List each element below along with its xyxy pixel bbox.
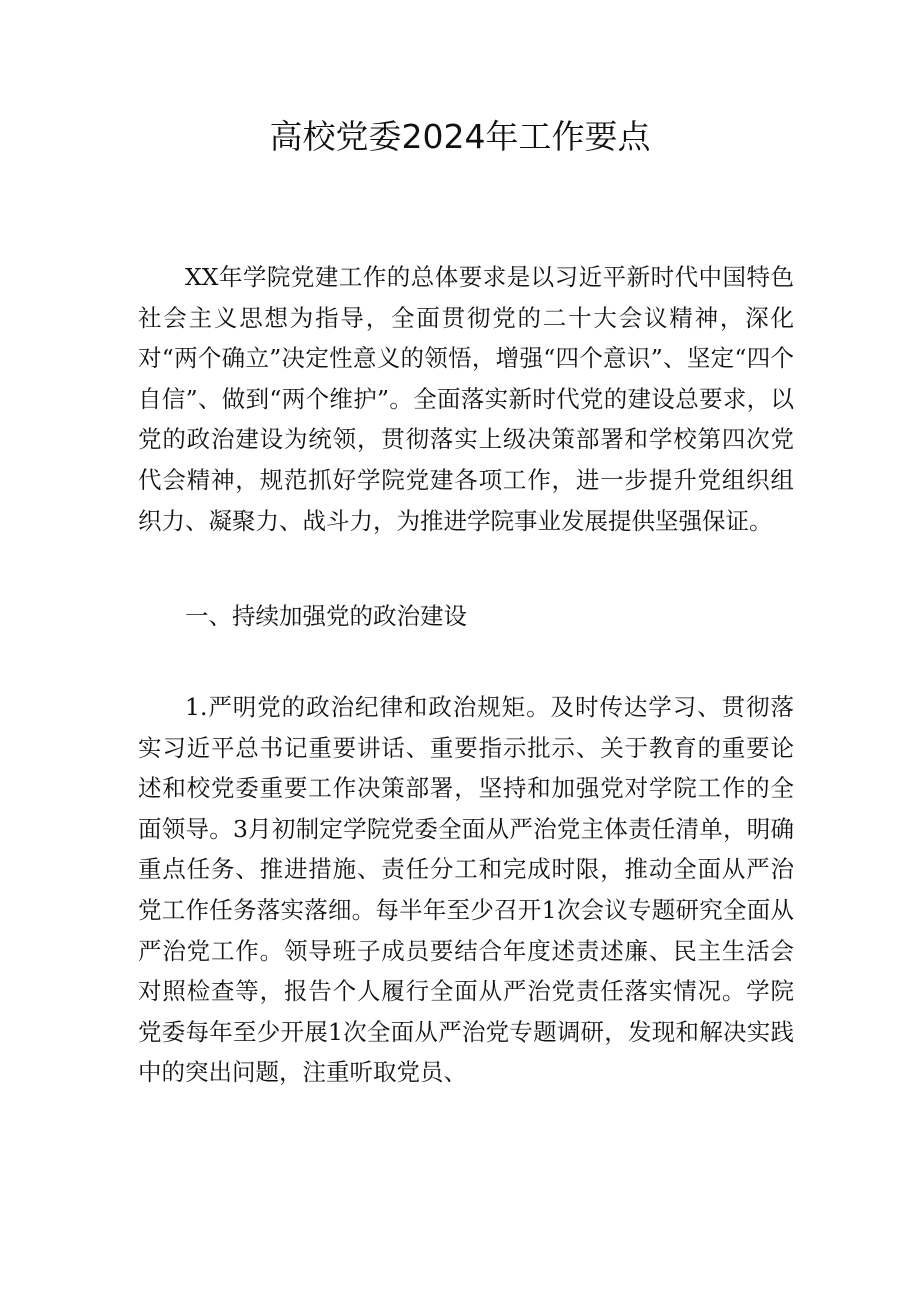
- document-title: 高校党委2024年工作要点: [269, 117, 651, 156]
- section-item-paragraph: 1.严明党的政治纪律和政治规矩。及时传达学习、贯彻落实习近平总书记重要讲话、重要指示批示、关于教育的重要论述和校党委重要工作决策部署，坚持和加强党对学院工作的全面领导。3月初制定学院党委全面从严治党主体责任清单，明确重点任务、推进措施、责任分工和完成时限，推动全面从严治党工作任务落实落细。每半年至少召开1次会议专题研究全面从严治党工作。领导班子成员要结合年度述责述廉、民主生活会对照检查等，报告个人履行全面从严治党责任落实情况。学院党委每年至少开展1次全面从严治党专题调研，发现和解决实践中的突出问题，注重听取党员、: [138, 693, 794, 1087]
- section-heading: 一、持续加强党的政治建设: [185, 602, 467, 630]
- intro-paragraph: XX年学院党建工作的总体要求是以习近平新时代中国特色社会主义思想为指导，全面贯彻党的二十大会议精神，深化对“两个确立”决定性意义的领悟，增强“四个意识”、坚定“四个自信”、做到“两个维护”。全面落实新时代党的建设总要求，以党的政治建设为统领，贯彻落实上级决策部署和学校第四次党代会精神，规范抓好学院党建各项工作，进一步提升党组织组织力、凝聚力、战斗力，为推进学院事业发展提供坚强保证。: [138, 263, 794, 535]
